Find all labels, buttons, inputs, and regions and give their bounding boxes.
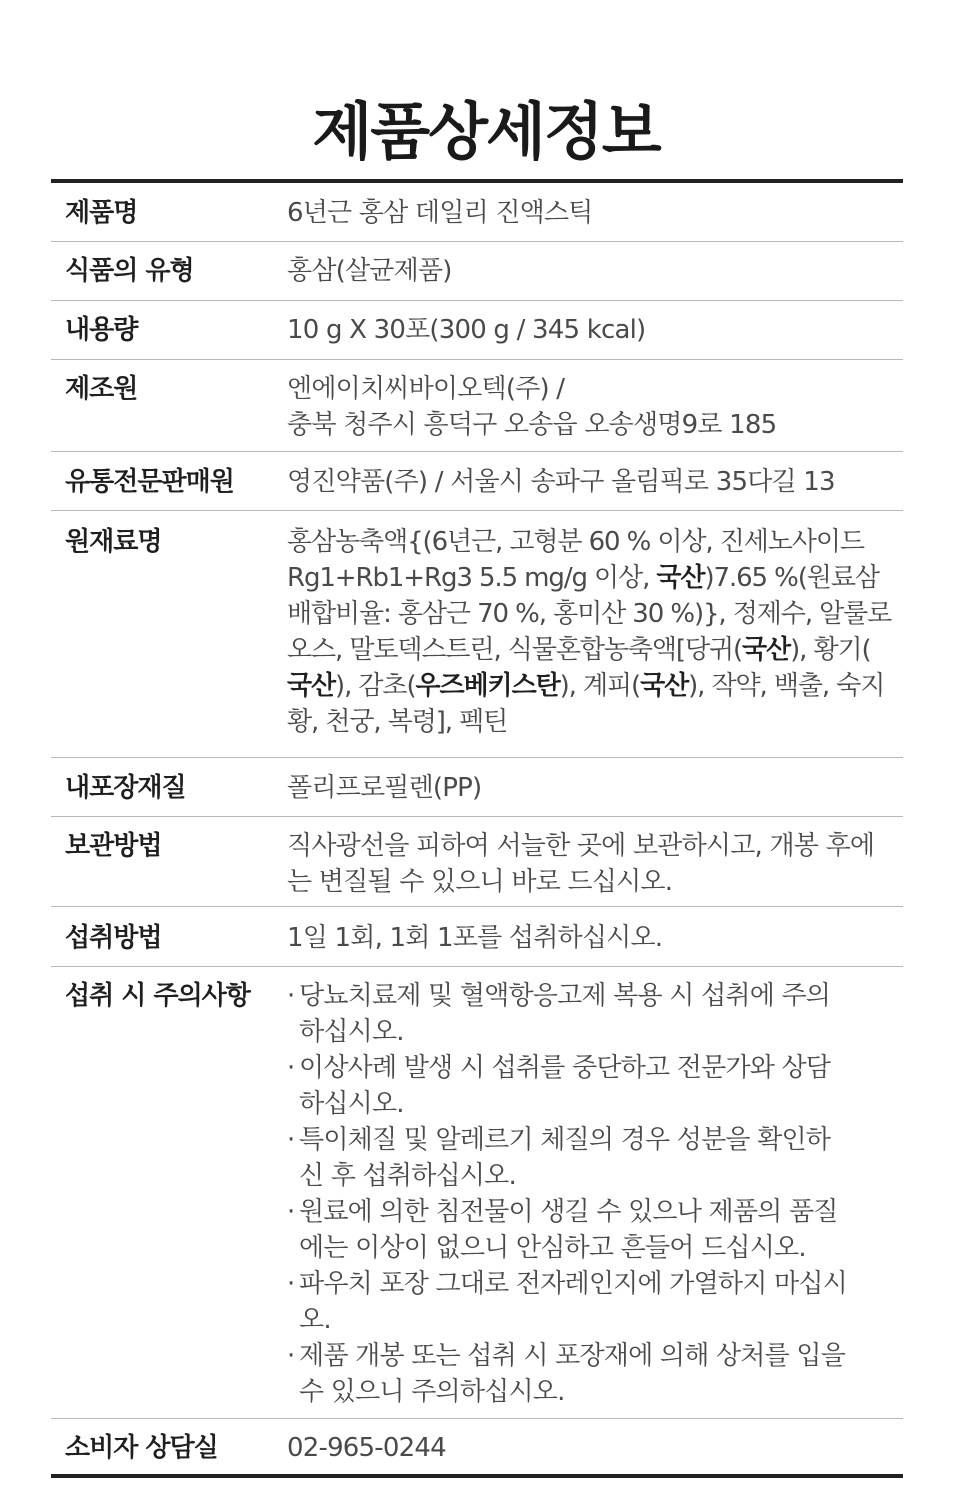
row-distributor: [51, 452, 903, 511]
row-product-name: [51, 183, 903, 242]
storage-line-1: 직사광선을 피하여 서늘한 곳에 보관하시고, 개봉 후에: [287, 831, 875, 861]
caution-list: [287, 978, 897, 1410]
origin-korea: 국산: [640, 671, 689, 701]
caution-text: 이상사례 발생 시 섭취를 중단하고 전문가와 상담: [299, 1053, 831, 1083]
bullet-mark: ·: [287, 1269, 295, 1299]
bullet-mark: ·: [287, 1053, 295, 1083]
origin-korea: 국산: [742, 635, 791, 665]
ingredients-line-5: [287, 668, 897, 704]
caution-text: 수 있으니 주의하십시오.: [299, 1377, 565, 1407]
ingredients-text: 오스, 말토덱스트린, 식물혼합농축액[당귀(: [287, 635, 743, 665]
caution-item: [287, 1194, 897, 1266]
caution-text: 하십시오.: [299, 1089, 404, 1119]
row-food-type: [51, 242, 903, 301]
ingredients-line-2: [287, 560, 897, 596]
label-contents: 내용량: [65, 315, 138, 345]
value-manufacturer: [287, 371, 903, 451]
row-intake: [51, 907, 903, 967]
bullet-mark: ·: [287, 981, 295, 1011]
caution-item: [287, 1122, 897, 1194]
label-distributor: 유통전문판매원: [65, 467, 234, 497]
manufacturer-line-1: 엔에이치씨바이오텍(주) /: [287, 374, 565, 404]
ingredients-line-6: 황, 천궁, 복령], 펙틴: [287, 707, 508, 737]
caution-item: [287, 1338, 897, 1410]
caution-text: 신 후 섭취하십시오.: [299, 1161, 516, 1191]
ingredients-text: ), 감초(: [335, 671, 416, 701]
value-ingredients: [287, 524, 903, 757]
label-storage: 보관방법: [65, 831, 162, 861]
bullet-mark: ·: [287, 1341, 295, 1371]
label-intake: 섭취방법: [65, 923, 162, 953]
label-packaging: 내포장재질: [65, 773, 186, 803]
value-product-name: 6년근 홍삼 데일리 진액스틱: [287, 198, 593, 228]
label-manufacturer: 제조원: [65, 374, 138, 404]
caution-text: 오.: [299, 1305, 331, 1335]
origin-korea: 국산: [287, 671, 336, 701]
origin-korea: 국산: [656, 563, 705, 593]
ingredients-line-4: [287, 632, 897, 668]
caution-text: 당뇨치료제 및 혈액항응고제 복용 시 섭취에 주의: [299, 981, 831, 1011]
value-packaging: 폴리프로필렌(PP): [287, 773, 482, 803]
value-storage: [287, 828, 903, 906]
caution-item: [287, 978, 897, 1050]
ingredients-line-3: 배합비율: 홍삼근 70 %, 홍미산 30 %)}, 정제수, 알룰로: [287, 599, 892, 629]
value-cautions: [287, 978, 903, 1418]
caution-text: 제품 개봉 또는 섭취 시 포장재에 의해 상처를 입을: [299, 1341, 846, 1371]
caution-item: [287, 1266, 897, 1338]
row-packaging: [51, 758, 903, 817]
row-storage: [51, 817, 903, 907]
caution-text: 에는 이상이 없으니 안심하고 흔들어 드십시오.: [299, 1233, 806, 1263]
ingredients-text: ), 계피(: [559, 671, 641, 701]
ingredients-line-1: 홍삼농축액{(6년근, 고형분 60 % 이상, 진세노사이드: [287, 527, 864, 557]
row-manufacturer: [51, 360, 903, 452]
value-contents: 10 g X 30포(300 g / 345 kcal): [287, 315, 646, 345]
label-product-name: 제품명: [65, 198, 138, 228]
value-food-type: 홍삼(살균제품): [287, 256, 452, 286]
caution-item: [287, 1050, 897, 1122]
manufacturer-line-2: 충북 청주시 흥덕구 오송읍 오송생명9로 185: [287, 410, 777, 440]
ingredients-text: )7.65 %(원료삼: [704, 563, 879, 593]
ingredients-text: Rg1+Rb1+Rg3 5.5 mg/g 이상,: [287, 563, 657, 593]
row-cautions: [51, 967, 903, 1419]
page-title: 제품상세정보: [312, 94, 660, 168]
row-consumer-center: [51, 1419, 903, 1474]
label-cautions: 섭취 시 주의사항: [65, 981, 250, 1011]
row-contents: [51, 301, 903, 360]
value-distributor: 영진약품(주) / 서울시 송파구 올림픽로 35다길 13: [287, 467, 835, 497]
label-consumer-center: 소비자 상담실: [65, 1433, 218, 1463]
row-ingredients: [51, 511, 903, 758]
product-info-table: [51, 179, 903, 1478]
value-intake: 1일 1회, 1회 1포를 섭취하십시오.: [287, 923, 663, 953]
caution-text: 파우치 포장 그대로 전자레인지에 가열하지 마십시: [299, 1269, 847, 1299]
ingredients-text: ), 황기(: [790, 635, 871, 665]
caution-text: 특이체질 및 알레르기 체질의 경우 성분을 확인하: [299, 1125, 831, 1155]
caution-text: 하십시오.: [299, 1017, 404, 1047]
bullet-mark: ·: [287, 1125, 295, 1155]
storage-line-2: 는 변질될 수 있으니 바로 드십시오.: [287, 867, 673, 897]
label-food-type: 식품의 유형: [65, 256, 194, 286]
ingredients-text: ), 작약, 백출, 숙지: [688, 671, 885, 701]
value-consumer-center: 02-965-0244: [287, 1433, 446, 1463]
caution-text: 원료에 의한 침전물이 생길 수 있으나 제품의 품질: [299, 1197, 838, 1227]
origin-uzbekistan: 우즈베키스탄: [415, 671, 560, 701]
bullet-mark: ·: [287, 1197, 295, 1227]
label-ingredients: 원재료명: [65, 527, 162, 557]
